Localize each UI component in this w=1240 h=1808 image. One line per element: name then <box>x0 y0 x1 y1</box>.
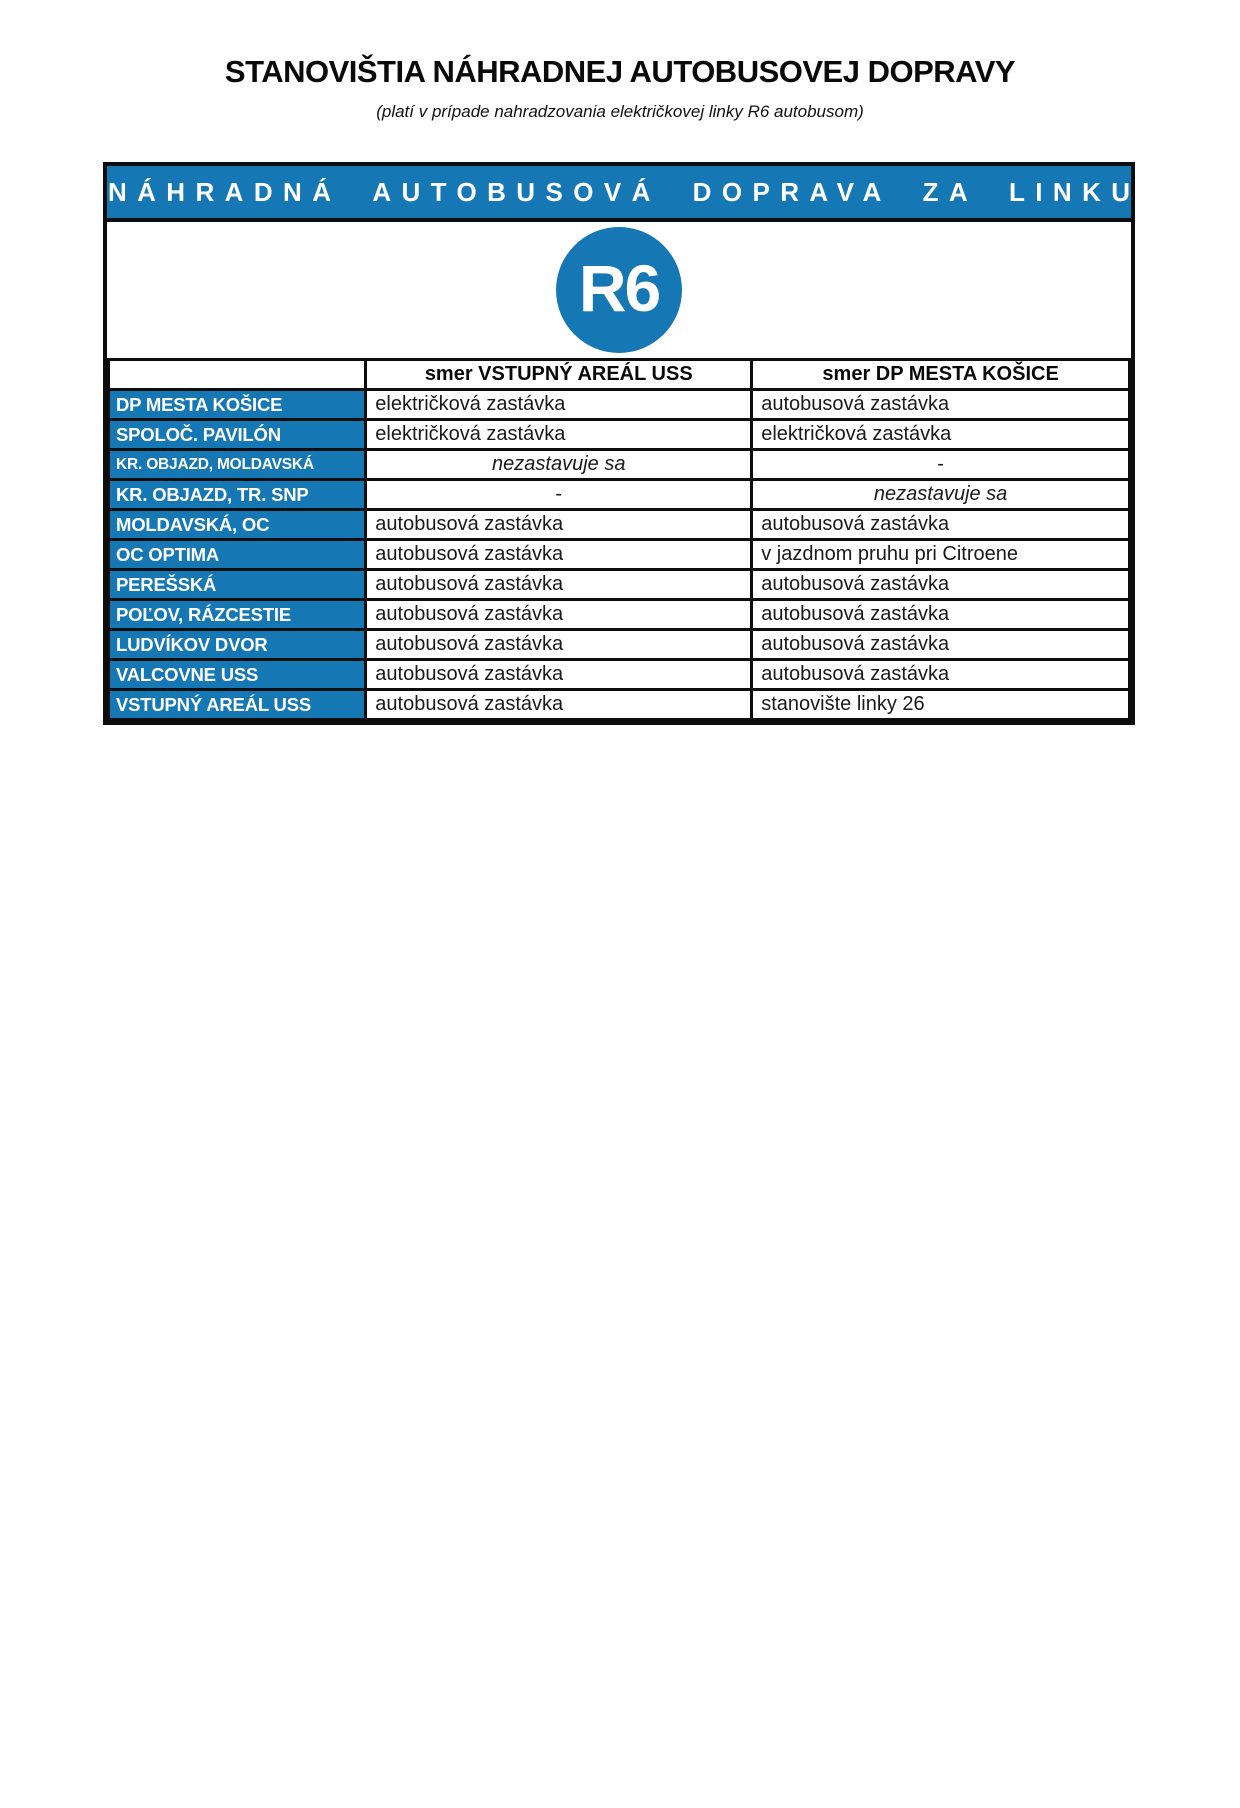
table-row <box>109 390 1130 420</box>
column-header-direction-uss: smer VSTUPNÝ AREÁL USS <box>366 360 752 390</box>
stop-value-cell: nezastavuje sa <box>366 450 752 480</box>
table-row <box>109 630 1130 660</box>
stop-value-cell: električková zastávka <box>366 420 752 450</box>
stop-value-cell: nezastavuje sa <box>752 480 1130 510</box>
stop-value-cell: autobusová zastávka <box>366 600 752 630</box>
line-r6-badge-icon: R6 <box>556 227 682 353</box>
stop-value-cell: autobusová zastávka <box>366 690 752 720</box>
stop-value-cell: električková zastávka <box>752 420 1130 450</box>
stop-value-cell: električková zastávka <box>366 390 752 420</box>
stop-value-cell: autobusová zastávka <box>752 390 1130 420</box>
column-header-direction-dp: smer DP MESTA KOŠICE <box>752 360 1130 390</box>
stop-name-cell: KR. OBJAZD, MOLDAVSKÁ <box>109 450 366 480</box>
banner-bar: NÁHRADNÁ AUTOBUSOVÁ DOPRAVA ZA LINKU <box>107 166 1131 222</box>
stop-value-cell: autobusová zastávka <box>752 660 1130 690</box>
table-row <box>109 540 1130 570</box>
table-row <box>109 660 1130 690</box>
stop-value-cell: autobusová zastávka <box>366 510 752 540</box>
table-row <box>109 510 1130 540</box>
stop-name-cell: POĽOV, RÁZCESTIE <box>109 600 366 630</box>
page-title: STANOVIŠTIA NÁHRADNEJ AUTOBUSOVEJ DOPRAVY <box>224 54 1016 89</box>
page-subtitle: (platí v prípade nahradzovania električkovej linky R6 autobusom) <box>376 102 864 121</box>
stop-name-cell: VALCOVNE USS <box>109 660 366 690</box>
stop-value-cell: autobusová zastávka <box>752 630 1130 660</box>
table-row <box>109 450 1130 480</box>
stops-table <box>107 358 1131 721</box>
stop-value-cell: v jazdnom pruhu pri Citroene <box>752 540 1130 570</box>
stop-name-cell: KR. OBJAZD, TR. SNP <box>109 480 366 510</box>
stop-value-cell: autobusová zastávka <box>366 630 752 660</box>
stop-value-cell: stanovište linky 26 <box>752 690 1130 720</box>
stop-value-cell: - <box>366 480 752 510</box>
table-row <box>109 600 1130 630</box>
stop-name-cell: SPOLOČ. PAVILÓN <box>109 420 366 450</box>
table-row <box>109 420 1130 450</box>
stop-value-cell: autobusová zastávka <box>366 660 752 690</box>
stop-value-cell: autobusová zastávka <box>752 600 1130 630</box>
stop-name-cell: PEREŠSKÁ <box>109 570 366 600</box>
table-row <box>109 480 1130 510</box>
stops-table-body <box>109 390 1130 720</box>
stop-value-cell: - <box>752 450 1130 480</box>
table-header-row <box>109 360 1130 390</box>
stop-value-cell: autobusová zastávka <box>752 510 1130 540</box>
stop-value-cell: autobusová zastávka <box>366 570 752 600</box>
stop-value-cell: autobusová zastávka <box>366 540 752 570</box>
stop-name-cell: VSTUPNÝ AREÁL USS <box>109 690 366 720</box>
stop-name-cell: OC OPTIMA <box>109 540 366 570</box>
replacement-transport-board <box>103 162 1141 725</box>
stop-name-cell: MOLDAVSKÁ, OC <box>109 510 366 540</box>
stop-name-cell: LUDVÍKOV DVOR <box>109 630 366 660</box>
stop-value-cell: autobusová zastávka <box>752 570 1130 600</box>
table-row <box>109 690 1130 720</box>
stop-name-cell: DP MESTA KOŠICE <box>109 390 366 420</box>
line-logo-area <box>107 222 1131 358</box>
corner-cell <box>109 360 366 390</box>
table-row <box>109 570 1130 600</box>
